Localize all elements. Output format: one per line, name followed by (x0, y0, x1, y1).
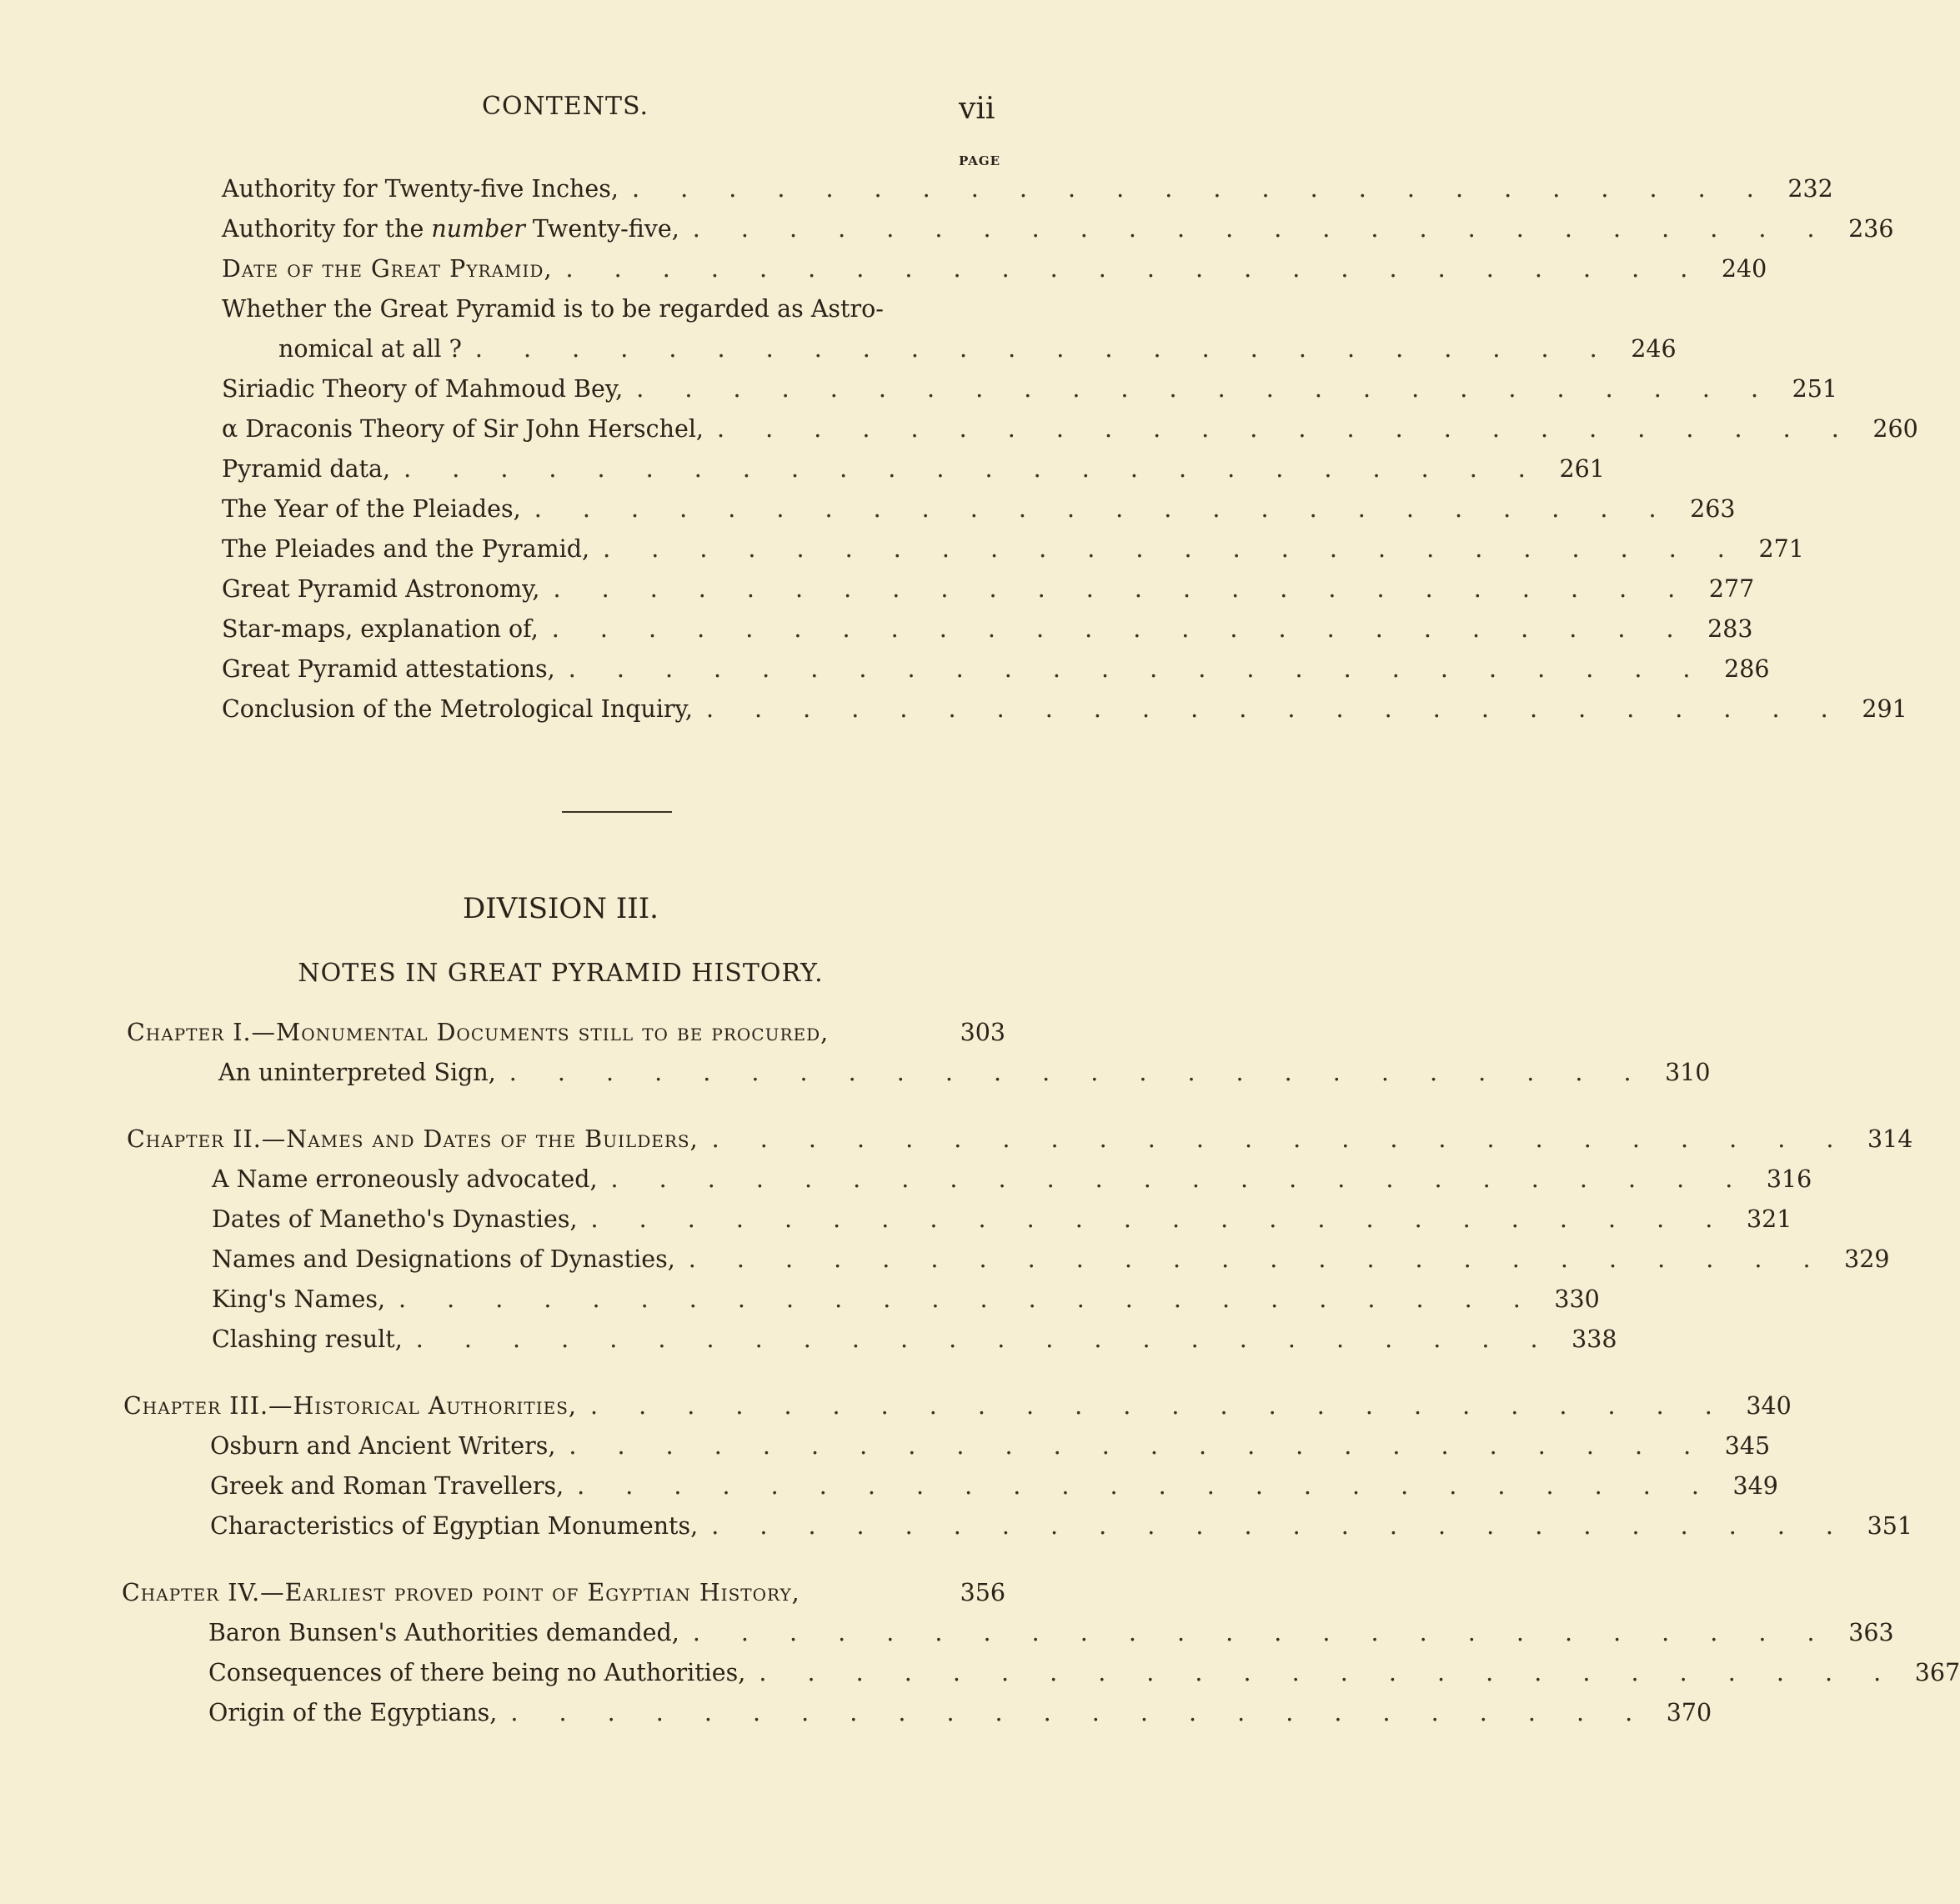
toc-entry-label: Star-maps, explanation of, (222, 615, 539, 643)
toc-entry[interactable] (222, 655, 1770, 692)
toc-entry[interactable] (212, 1325, 1617, 1362)
toc-entry-page: 370 (1666, 1699, 1712, 1726)
toc-entry[interactable] (208, 1699, 1712, 1736)
toc-entry[interactable] (222, 255, 1767, 292)
chapter-heading-label: Chapter I.—Monumental Documents still to be procured, (127, 1019, 830, 1046)
toc-entry[interactable] (222, 695, 1907, 732)
toc-entry-label: Consequences of there being no Authorities, (208, 1659, 746, 1686)
leader-dots: . . . . . . . . . . . . . . . . . . . . . . . . (565, 255, 1705, 283)
toc-entry[interactable] (222, 375, 1838, 412)
toc-entry-page: 351 (1867, 1512, 1912, 1540)
leader-dots: . . . . . . . . . . . . . . . . . . . . . . . . (717, 415, 1856, 443)
section-divider (562, 811, 672, 813)
toc-entry[interactable] (212, 1205, 1792, 1242)
toc-entry-label: Authority for the number Twenty-five, (222, 215, 679, 243)
toc-entry[interactable] (222, 215, 1894, 252)
chapter-heading[interactable] (123, 1392, 1792, 1429)
leader-dots: . . . . . . . . . . . . . . . . . . . . . . . . (568, 655, 1707, 683)
leader-dots: . . . . . . . . . . . . . . . . . . . . . . . . (603, 535, 1742, 563)
toc-entry-page: 321 (1746, 1205, 1792, 1233)
toc-entry-page: 232 (1787, 175, 1833, 203)
leader-dots: . . . . . . . . . . . . . . . . . . . . . . . . (589, 1392, 1729, 1420)
toc-entry-label: Date of the Great Pyramid, (222, 255, 553, 283)
chapter-page: 340 (1746, 1392, 1792, 1420)
toc-entry-label: Greek and Roman Travellers, (210, 1472, 564, 1500)
toc-entry-line[interactable] (222, 295, 1009, 332)
toc-entry-label: Characteristics of Egyptian Monuments, (210, 1512, 699, 1540)
leader-dots: . . . . . . . . . . . . . . . . . . . . . . . . (692, 215, 1832, 243)
chapter-heading[interactable] (127, 1019, 1005, 1055)
leader-dots: . . . . . . . . . . . . . . . . . . . . . . . . (415, 1325, 1555, 1353)
toc-entry-label: Siriadic Theory of Mahmoud Bey, (222, 375, 624, 403)
leader-dots: . . . . . . . . . . . . . . . . . . . . . . . . (631, 175, 1771, 203)
leader-dots: . . . . . . . . . . . . . . . . . . . . . . . . (577, 1472, 1716, 1500)
leader-dots: . . . . . . . . . . . . . . . . . . . . . . . . (510, 1699, 1650, 1726)
chapter-heading-label: Chapter II.—Names and Dates of the Builders, (127, 1125, 699, 1153)
toc-entry[interactable] (210, 1432, 1771, 1469)
leader-dots: . . . . . . . . . . . . . . . . . . . . . . . . (509, 1059, 1648, 1086)
leader-dots: . . . . . . . . . . . . . . . . . . . . . . . . (711, 1512, 1850, 1540)
toc-entry-label: α Draconis Theory of Sir John Herschel, (222, 415, 704, 443)
chapter-page: 314 (1867, 1125, 1913, 1153)
toc-entry-page: 330 (1554, 1285, 1600, 1313)
toc-entry-label: Conclusion of the Metrological Inquiry, (222, 695, 693, 723)
toc-entry-page: 246 (1631, 335, 1677, 363)
header-title: CONTENTS. (482, 92, 649, 121)
leader-dots: . . . . . . . . . . . . . . . . . . . . . . . . (759, 1659, 1898, 1686)
leader-dots: . . . . . . . . . . . . . . . . . . . . . . . . (705, 695, 1845, 723)
toc-entry-page: 240 (1721, 255, 1767, 283)
leader-dots: . . . . . . . . . . . . . . . . . . . . . . . . (610, 1165, 1750, 1193)
toc-entry[interactable] (222, 575, 1755, 612)
chapter-heading-label: Chapter IV.—Earliest proved point of Egyptian History, (122, 1579, 800, 1606)
toc-entry-label: Authority for Twenty-five Inches, (222, 175, 619, 203)
header-page-number: vii (959, 92, 995, 126)
toc-entry-page: 286 (1724, 655, 1770, 683)
chapter-page: 303 (960, 1019, 1005, 1046)
toc-entry-page: 251 (1792, 375, 1838, 403)
toc-entry[interactable] (208, 1659, 1960, 1696)
toc-entry-page: 271 (1758, 535, 1804, 563)
toc-entry-page: 345 (1724, 1432, 1771, 1460)
toc-entry-label: Names and Designations of Dynasties, (212, 1245, 675, 1273)
toc-entry-page: 283 (1707, 615, 1753, 643)
toc-entry[interactable] (210, 1472, 1778, 1509)
leader-dots: . . . . . . . . . . . . . . . . . . . . . . . . (636, 375, 1776, 403)
toc-entry-label: King's Names, (212, 1285, 386, 1313)
toc-entry-page: 310 (1665, 1059, 1711, 1086)
toc-entry[interactable] (212, 1245, 1890, 1282)
toc-entry-label: Origin of the Egyptians, (208, 1699, 498, 1726)
toc-entry[interactable] (222, 615, 1753, 652)
toc-entry-page: 291 (1862, 695, 1907, 723)
toc-entry[interactable] (212, 1165, 1812, 1202)
toc-entry-label: Great Pyramid Astronomy, (222, 575, 540, 603)
page-column-label: PAGE (959, 153, 1001, 168)
chapter-heading[interactable] (122, 1579, 1005, 1616)
toc-entry[interactable] (212, 1285, 1600, 1322)
toc-entry-page: 329 (1844, 1245, 1890, 1273)
toc-entry-page: 349 (1732, 1472, 1778, 1500)
toc-entry-label: An uninterpreted Sign, (218, 1059, 496, 1086)
chapter-page: 356 (960, 1579, 1005, 1606)
italic-word: number (431, 215, 525, 243)
leader-dots: . . . . . . . . . . . . . . . . . . . . . . . . (404, 455, 1542, 483)
toc-entry-label: The Pleiades and the Pyramid, (222, 535, 590, 563)
toc-entry-label: Whether the Great Pyramid is to be regarded as Astro- (222, 295, 884, 323)
toc-entry-label: Baron Bunsen's Authorities demanded, (208, 1619, 679, 1646)
toc-entry[interactable] (208, 1619, 1894, 1656)
leader-dots: . . . . . . . . . . . . . . . . . . . . . . . . (692, 1619, 1832, 1646)
leader-dots: . . . . . . . . . . . . . . . . . . . . . . . . (399, 1285, 1537, 1313)
toc-entry-label: Pyramid data, (222, 455, 391, 483)
toc-entry-label: The Year of the Pleiades, (222, 495, 521, 523)
toc-entry[interactable] (210, 1512, 1912, 1549)
toc-entry[interactable] (222, 415, 1918, 452)
toc-entry-page: 316 (1766, 1165, 1812, 1193)
toc-entry[interactable] (222, 535, 1804, 572)
division-subtitle: NOTES IN GREAT PYRAMID HISTORY. (298, 959, 824, 988)
leader-dots: . . . . . . . . . . . . . . . . . . . . . . . . (551, 615, 1691, 643)
division-title: DIVISION III. (463, 892, 659, 925)
toc-entry-page: 260 (1872, 415, 1918, 443)
toc-entry[interactable] (222, 175, 1833, 212)
toc-entry[interactable] (222, 455, 1605, 492)
toc-entry-label: nomical at all ? (278, 335, 462, 363)
toc-entry[interactable] (222, 495, 1736, 532)
leader-dots: . . . . . . . . . . . . . . . . . . . . . . . . (711, 1125, 1851, 1153)
toc-entry-label: Clashing result, (212, 1325, 403, 1353)
leader-dots: . . . . . . . . . . . . . . . . . . . . . . . . (553, 575, 1692, 603)
toc-entry[interactable] (278, 335, 1677, 372)
toc-entry[interactable] (218, 1059, 1711, 1095)
toc-entry-page: 261 (1559, 455, 1605, 483)
toc-entry-label: Osburn and Ancient Writers, (210, 1432, 556, 1460)
leader-dots: . . . . . . . . . . . . . . . . . . . . . . . . (569, 1432, 1708, 1460)
leader-dots: . . . . . . . . . . . . . . . . . . . . . . . . (688, 1245, 1827, 1273)
toc-entry-label: A Name erroneously advocated, (212, 1165, 598, 1193)
running-header (0, 92, 1121, 133)
toc-entry-page: 277 (1708, 575, 1755, 603)
chapter-heading[interactable] (127, 1125, 1913, 1162)
leader-dots: . . . . . . . . . . . . . . . . . . . . . . . . (590, 1205, 1730, 1233)
toc-entry-label: Great Pyramid attestations, (222, 655, 555, 683)
toc-entry-page: 363 (1848, 1619, 1894, 1646)
toc-entry-page: 367 (1914, 1659, 1960, 1686)
chapter-heading-label: Chapter III.—Historical Authorities, (123, 1392, 577, 1420)
leader-dots: . . . . . . . . . . . . . . . . . . . . . . . . (534, 495, 1673, 523)
toc-entry-label: Dates of Manetho's Dynasties, (212, 1205, 578, 1233)
toc-entry-page: 263 (1690, 495, 1736, 523)
toc-entry-page: 236 (1848, 215, 1894, 243)
leader-dots: . . . . . . . . . . . . . . . . . . . . . . . . (474, 335, 1614, 363)
toc-entry-page: 338 (1572, 1325, 1617, 1353)
